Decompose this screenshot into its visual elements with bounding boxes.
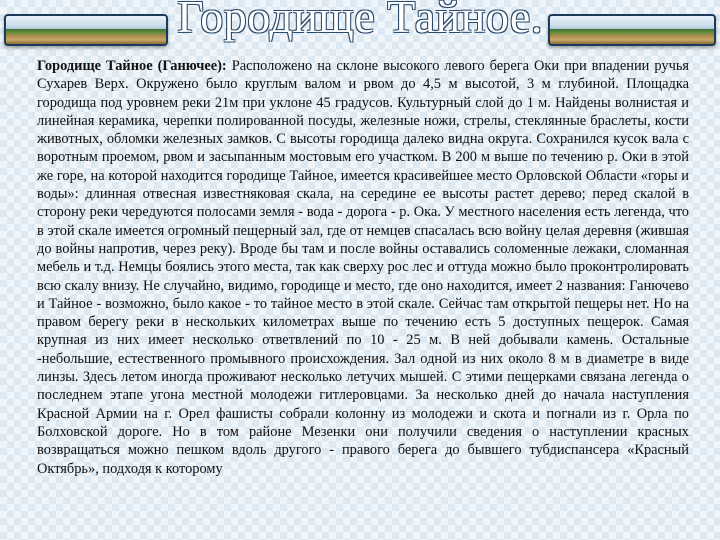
body-text	[37, 57, 689, 478]
page-title: Городище Тайное.	[177, 0, 543, 42]
lead-term: Городище Тайное (Ганючее):	[37, 58, 227, 74]
body-paragraph: Расположено на склоне высокого левого берега Оки при впадении ручья Сухарев Верх. Окружено было круглым валом и рвом до 4,5 м высотой, 3 м глубиной. Площадка городища под уровнем реки 21м при уклоне 45 градусов. Культурный слой до 1 м. Найдены волнистая и линейная керамика, черепки полированной посуды, железные ножи, стрелы, стеклянные браслеты, кости животных, обломки железных замков. С высоты городища далеко видна округа. Сохранился кусок вала с воротным проемом, рвом и засыпанным мостовым его участком. В 200 м выше по течению р. Оки в этой же горе, на которой находится городище Тайное, имеется красивейшее место Орловской Области «горы и воды»: длинная отвесная известняковая скала, на середине ее высоты растет дерево; перед скалой в сторону реки чередуются полосами земля - вода - дорога - р. Ока. У местного населения есть легенда, что в этой скале имеется огромный пещерный зал, где от немцев спасалась всю войну целая деревня (жившая до войны напротив, через реку). Вроде бы там и после войны оставались соломенные лежаки, сломанная мебель и т.д. Немцы боялись этого места, так как сверху рос лес и оттуда можно было проконтролировать всю скалу внизу. Не случайно, видимо, городище и место, где оно находится, имеет 2 названия: Ганючево и Тайное - возможно, было какое - то тайное место в этой скале. Сейчас там открытой пещеры нет. Но на правом берегу реки в нескольких километрах выше по течению есть 5 доступных пещерок. Самая крупная из них имеет несколько ответвлений по 10 - 25 м. В ней добывали камень. Остальные -небольшие, естественного промывного происхождения. Зал одной из них около 8 м в диаметре в виде линзы. Здесь летом иногда проживают несколько летучих мышей. С этими пещерками связана легенда о последнем этапе угона местной молодежи гитлеровцами. За несколько дней до начала наступления Красной Армии на г. Орел фашисты собрали колонну из молодежи и скота и погнали из г. Орла по Болховской дороге. Но в том районе Мезенки они получили сведения о наступлении красных возвращаться можно пешком вдоль другого - правого берега до бывшего тубдиспансера «Красный Октябрь», подходя к которому	[37, 58, 690, 477]
